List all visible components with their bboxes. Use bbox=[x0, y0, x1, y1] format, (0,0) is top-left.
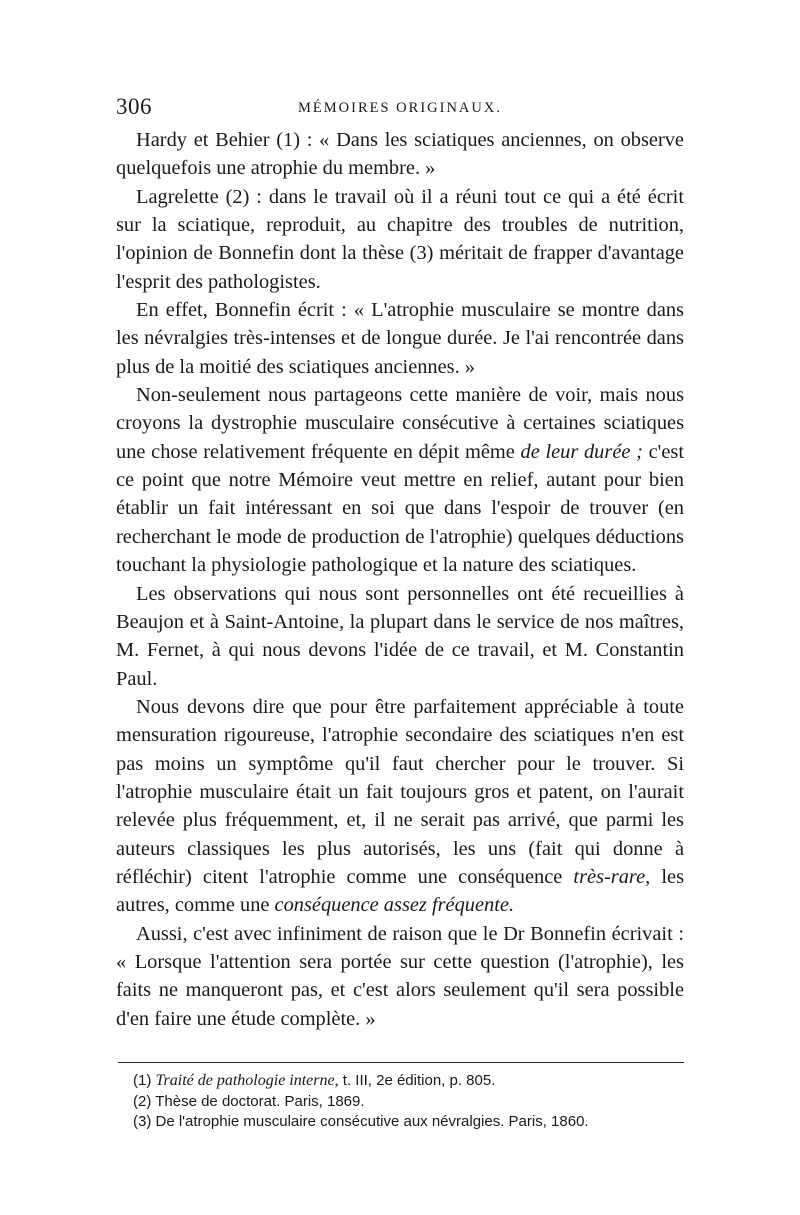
footnote-1-detail: t. III, 2e édition, p. 805. bbox=[338, 1072, 496, 1089]
footnote-1 bbox=[133, 1071, 684, 1092]
text-run: c'est ce point que notre Mémoire veut mettre en relief, autant pour bien établir un fait intéressant en soi que dans l'espoir de trouver (en recherchant le mode de production de l'atrophie) quelques déductions touchant la physiologie pathologique et la nature des sciatiques. bbox=[116, 440, 684, 577]
paragraph-7 bbox=[116, 920, 684, 1033]
text-run: les autres, comme une bbox=[116, 865, 685, 917]
text-run: En effet, Bonnefin écrit : « L'atrophie musculaire se montre dans les névralgies très-intenses et de longue durée. Je l'ai rencontrée dans plus de la moitié des sciatiques anciennes. » bbox=[116, 299, 684, 378]
text-run: Lagrelette (2) : dans le travail où il a réuni tout ce qui a été écrit sur la sciatique, reproduit, au chapitre des troubles de nutrition, l'opinion de Bonnefin dont la thèse (3) méritait de frapper d'avantage l'esprit des pathologistes. bbox=[116, 185, 684, 293]
main-text bbox=[116, 126, 684, 1033]
text-run: Aussi, c'est avec infiniment de raison que le Dr Bonnefin écrivait : « Lorsque l'attention sera portée sur cette question (l'atrophie), les faits ne manqueront pas, et c'est alors seulement qu'il sera possible d'en faire une étude complète. » bbox=[116, 922, 684, 1030]
footnote-3: (3) De l'atrophie musculaire consécutive aux névralgies. Paris, 1860. bbox=[133, 1113, 589, 1130]
paragraph-1 bbox=[116, 126, 684, 183]
footnote-2: (2) Thèse de doctorat. Paris, 1869. bbox=[133, 1092, 365, 1110]
italic-phrase: très-rare, bbox=[573, 865, 651, 888]
text-run: Nous devons dire que pour être parfaitement appréciable à toute mensuration rigoureuse, l'atrophie secondaire des sciatiques n'en est pas moins un symptôme qu'il faut chercher pour le trouver. Si l'atrophie musculaire était un fait toujours gros et patent, on l'aurait relevée plus fréquemment, et, il ne serait pas arrivé, que parmi les auteurs classiques les plus autorisés, les uns (fait qui donne à réfléchir) citent l'atrophie comme une conséquence bbox=[116, 695, 684, 888]
text-run: Hardy et Behier (1) : « Dans les sciatiques anciennes, on observe quelquefois une atrophie du membre. » bbox=[116, 129, 684, 180]
page-number: 306 bbox=[116, 94, 152, 119]
page-header bbox=[116, 94, 684, 124]
running-title: MÉMOIRES ORIGINAUX. bbox=[298, 100, 502, 116]
paragraph-2 bbox=[116, 183, 684, 296]
paragraph-4 bbox=[116, 381, 684, 579]
paragraph-6 bbox=[116, 693, 684, 920]
footnote-1-title: Traité de pathologie interne, bbox=[155, 1072, 339, 1089]
text-run: Non-seulement nous partageons cette manière de voir, mais nous croyons la dystrophie musculaire consécutive à certaines sciatiques une chose relativement fréquente en dépit même bbox=[116, 384, 684, 463]
paragraph-5 bbox=[116, 580, 684, 693]
paragraph-3 bbox=[116, 296, 684, 381]
italic-phrase: conséquence assez fréquente. bbox=[274, 894, 515, 917]
text-run: Les observations qui nous sont personnelles ont été recueillies à Beaujon et à Saint-Antoine, la plupart dans le service de nos maîtres, M. Fernet, à qui nous devons l'idée de ce travail, et M. Constantin Paul. bbox=[116, 582, 684, 690]
footnote-1-marker: (1) bbox=[133, 1072, 152, 1089]
footnote-rule bbox=[118, 1062, 684, 1063]
italic-phrase: de leur durée ; bbox=[520, 440, 643, 463]
footnotes bbox=[133, 1071, 684, 1133]
